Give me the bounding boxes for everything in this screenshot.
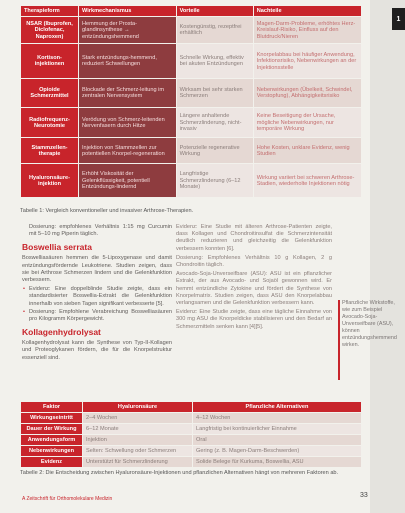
table-cell: Knorpelabbau bei häufiger Anwendung, Infektionsrisiko, Nebenwirkungen an der Injektionsstelle — [253, 44, 361, 79]
table-cell: Injektion von Stammzellen zur potentiellen Knorpel-regeneration — [79, 138, 177, 164]
table-cell: Nebenwirkungen (Übelkeit, Schwindel, Verstopfung), Abhängigkeitsrisiko — [253, 79, 361, 108]
body-paragraph: Dosierung: Empfohlenes Verhältnis 10 g Kollagen, 2 g Chondroitin täglich. — [176, 254, 332, 269]
page-tab-marker: 1 — [392, 8, 405, 30]
row-label: Hyaluronsäure-injektion — [21, 164, 79, 198]
table-cell: Hohe Kosten, unklare Evidenz, wenig Studien — [253, 138, 361, 164]
table-row — [21, 164, 362, 198]
table-row — [21, 424, 362, 435]
list-item: • Dosierung: Empfohlene Verabreichung Boswelliasäuren pro Kilogramm Körpergewicht. — [22, 309, 172, 323]
margin-note-text: Pflanzliche Wirkstoffe, wie zum Beispiel Avocado-Soja-Unverseifbare (ASU), können entzündungshemmend wirken. — [342, 300, 397, 348]
table-cell: Stark entzündungs-hemmend, reduziert Schwellungen — [79, 44, 177, 79]
dosage-paragraph: Dosierung: empfohlenes Verhältnis 1:15 mg Curcumin mit 5–10 mg Piperin täglich. — [29, 224, 172, 238]
table-cell: Selten: Schwellung oder Schmerzen — [83, 446, 193, 457]
table-cell: Kostengünstig, rezeptfrei erhältlich — [176, 17, 253, 44]
therapy-comparison-table — [20, 5, 362, 198]
table-cell: Gering (z. B. Magen-Darm-Beschwerden) — [193, 446, 362, 457]
row-label: Nebenwirkungen — [21, 446, 83, 457]
table-cell: Keine Beseitigung der Ursache, mögliche Nebenwirkungen, nur temporäre Wirkung — [253, 108, 361, 138]
list-item: • Evidenz: Eine doppelblinde Studie zeigte, dass ein standardisierter Boswellia-Extrakt die Gelenkfunktion innerhalb von sieben Tagen signifikant verbesserte [5]. — [22, 286, 172, 308]
table-header: Nachteile — [253, 6, 361, 17]
margin-column — [370, 0, 405, 513]
table-header: Vorteile — [176, 6, 253, 17]
margin-note-accent-bar — [338, 300, 340, 380]
table2-caption: Tabelle 2: Die Entscheidung zwischen Hyaluronsäure-Injektionen und pflanzlichen Alternativen hängt von mehreren Faktoren ab. — [20, 470, 339, 476]
row-label: Evidenz — [21, 457, 83, 468]
body-paragraph: Boswelliasäuren hemmen die 5-Lipoxygenase und damit entzündungsfördernde Leukotriene. Studien zeigen, dass sie bei Arthrose Schmerzen lindern und die Gelenkfunktion verbessern. — [22, 255, 172, 284]
right-text-column — [176, 224, 332, 333]
footer-journal-name: A Zeitschrift für Orthomolekulare Medizin — [22, 496, 113, 502]
table-cell: 4–12 Wochen — [193, 413, 362, 424]
body-paragraph: Evidenz: Eine Studie mit älteren Arthrose-Patienten zeigte, dass Kollagen und Chondroitinsulfat die Schmerzintensität deutlich reduzieren und gleichzeitig die Gelenkfunktion verbessern konnten [6]. — [176, 224, 332, 252]
row-label: Kortison-injektionen — [21, 44, 79, 79]
table-header: Therapieform — [21, 6, 79, 17]
bullet-list — [22, 286, 172, 323]
margin-note — [342, 300, 400, 349]
table-row — [21, 413, 362, 424]
table-cell: Langfristig bei kontinuierlicher Einnahme — [193, 424, 362, 435]
table-header: Hyaluronsäure — [83, 402, 193, 413]
body-paragraph: Evidenz: Eine Studie zeigte, dass eine tägliche Einnahme von 300 mg ASU die Knorpeldicke stabilisieren und den Bedarf an Schmerzmitteln senken kann [4][5]. — [176, 309, 332, 330]
table-cell: Langfristige Schmerzlinderung (6–12 Monate) — [176, 164, 253, 198]
table-cell: Erhöht Viskosität der Gelenkflüssigkeit, potentiell Entzündungs-lindernd — [79, 164, 177, 198]
body-paragraph: Kollagenhydrolysat kann die Synthese von Typ-II-Kollagen und Proteoglykanen fördern, die für die Knorpelstruktur essenziell sind. — [22, 340, 172, 361]
table-header: Pflanzliche Alternativen — [193, 402, 362, 413]
table-cell: Wirksam bei sehr starken Schmerzen — [176, 79, 253, 108]
row-label: Wirkungseintritt — [21, 413, 83, 424]
table-row — [21, 17, 362, 44]
table-row — [21, 435, 362, 446]
table-row — [21, 138, 362, 164]
table-cell: Injektion — [83, 435, 193, 446]
table-cell: Blockade der Schmerz-leitung im zentralen Nervensystem — [79, 79, 177, 108]
left-text-column — [22, 224, 172, 364]
table-row — [21, 446, 362, 457]
row-label: Opioide Schmerzmittel — [21, 79, 79, 108]
row-label: Dauer der Wirkung — [21, 424, 83, 435]
comparison-table-2 — [20, 401, 362, 468]
table-header: Wirkmechanismus — [79, 6, 177, 17]
table-header: Faktor — [21, 402, 83, 413]
table-row — [21, 457, 362, 468]
row-label: Radiofrequenz-Neurotomie — [21, 108, 79, 138]
page-number: 33 — [360, 492, 368, 499]
table-cell: Oral — [193, 435, 362, 446]
table-cell: Schnelle Wirkung, effektiv bei akuten Entzündungen — [176, 44, 253, 79]
section-heading-boswellia: Boswellia serrata — [22, 242, 92, 253]
body-paragraph: Avocado-Soja-Unverseifbare (ASU): ASU ist ein pflanzlicher Extrakt, der aus Avocado- und Sojaöl gewonnen wird. Er hemmt entzündliche Zytokine und fördert die Synthese von Knorpelmatrix. Studien zeigen, dass ASU den Knorpelabbau verlangsamen und die Gelenkfunktion verbessern kann. — [176, 271, 332, 307]
row-label: Anwendungsform — [21, 435, 83, 446]
table-cell: Magen-Darm-Probleme, erhöhtes Herz-Kreislauf-Risiko, Einfluss auf den Blutdruck/Nieren — [253, 17, 361, 44]
section-heading-kollagen: Kollagenhydrolysat — [22, 327, 101, 338]
row-label: Stammzellen-therapie — [21, 138, 79, 164]
table-cell: Hemmung der Prosta-glandinsynthese → entzündungshemmend — [79, 17, 177, 44]
table-cell: 2–4 Wochen — [83, 413, 193, 424]
table-row — [21, 108, 362, 138]
table-cell: Längere anhaltende Schmerzlinderung, nicht-invasiv — [176, 108, 253, 138]
table-row — [21, 44, 362, 79]
table-cell: Wirkung variiert bei schweren Arthrose-Stadien, wiederholte Injektionen nötig — [253, 164, 361, 198]
table1-caption: Tabelle 1: Vergleich konventioneller und invasiver Arthrose-Therapien. — [20, 208, 194, 214]
table-cell: Potenzielle regenerative Wirkung — [176, 138, 253, 164]
table-row — [21, 79, 362, 108]
table-cell: 6–12 Monate — [83, 424, 193, 435]
table-cell: Verödung von Schmerz-leitenden Nervenfasern durch Hitze — [79, 108, 177, 138]
row-label: NSAR (Ibuprofen, Diclofenac, Naproxen) — [21, 17, 79, 44]
table-cell: Solide Belege für Kurkuma, Boswellia, ASU — [193, 457, 362, 468]
table-cell: Unterstützt für Schmerzlinderung — [83, 457, 193, 468]
